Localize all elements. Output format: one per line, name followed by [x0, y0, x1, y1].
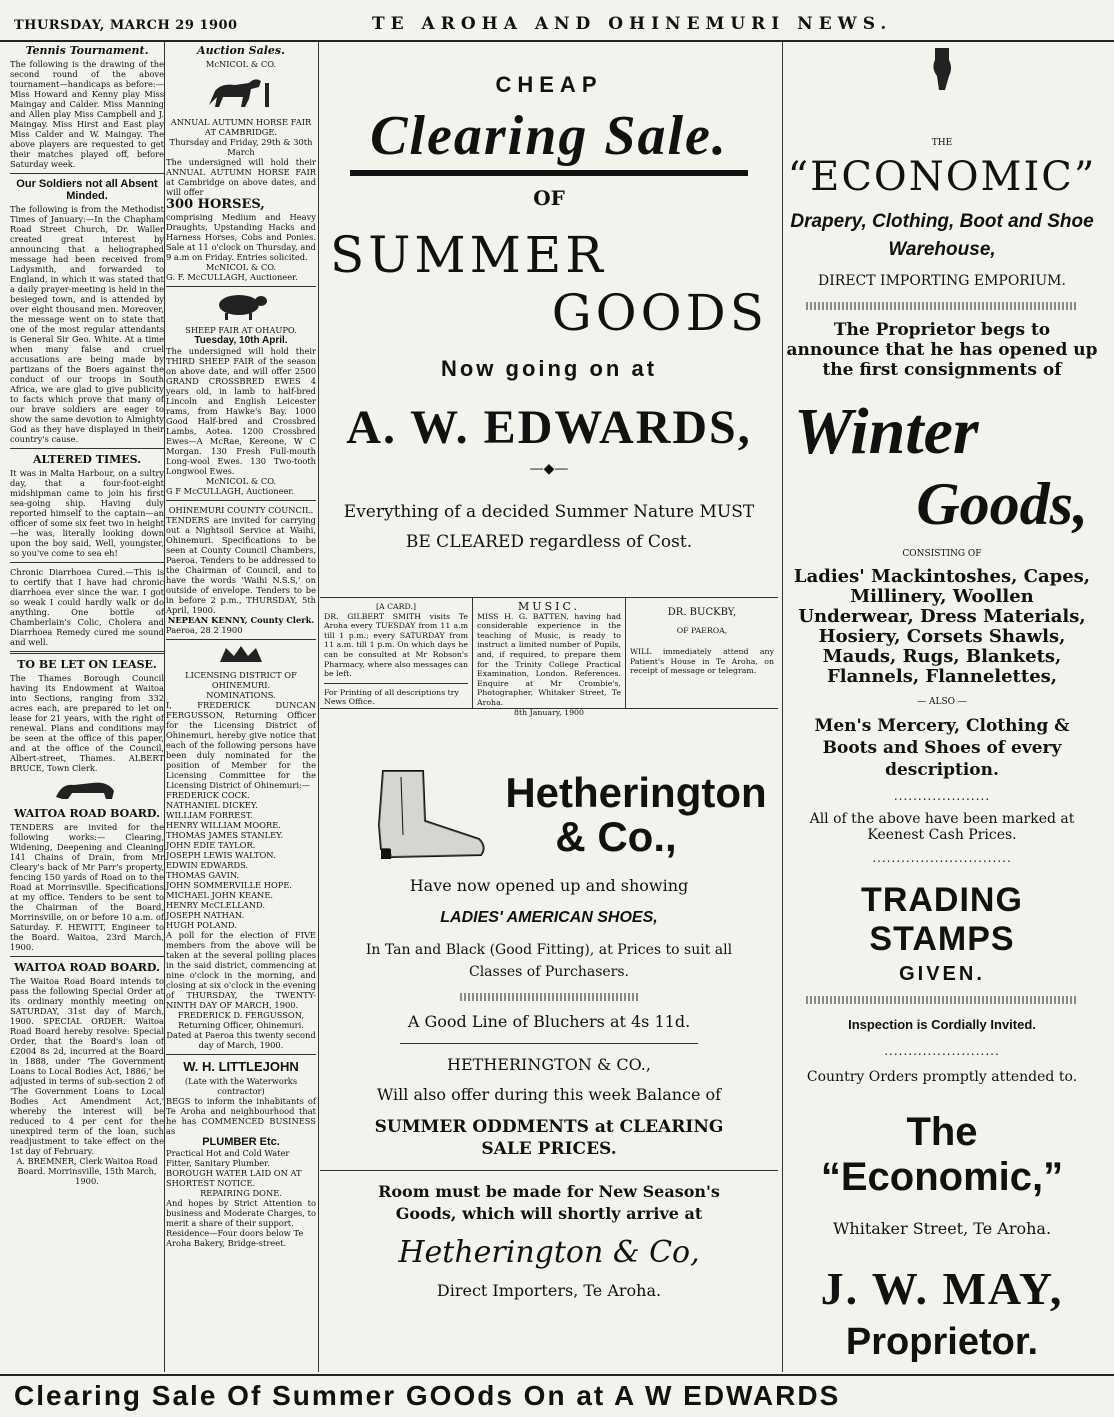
mcnicol-sign-1: McNICOL & CO.	[205, 262, 277, 272]
let-lease-body: The Thames Borough Council having its Endowment at Waitoa into Sections, ranging from 332 acres each, are prepared to let on lease for 21 years, with the right of renewal. Plans and conditions may be seen at the office of this paper, and at the office of the Council, Albert-street, Thames. ALBERT BRUCE, Town Clerk.	[10, 673, 164, 773]
cattle-illustration	[52, 777, 122, 803]
consisting-text: CONSISTING OF	[902, 549, 982, 559]
divider	[350, 170, 748, 176]
sheep-fair-date: Tuesday, 10th April.	[194, 335, 288, 346]
hand-illustration	[927, 46, 957, 94]
crest-illustration	[216, 644, 266, 666]
divider	[10, 651, 164, 654]
cheap-heading: CHEAP	[495, 72, 603, 97]
summer-nature-line-2: BE CLEARED regardless of Cost.	[405, 532, 693, 552]
mcnicol-sign-2: McNICOL & CO.	[205, 476, 277, 486]
printing-note: For Printing of all descriptions try News Office.	[324, 687, 459, 707]
also-text: — ALSO —	[917, 697, 967, 707]
divider	[10, 562, 164, 563]
clearing-sale-heading: Clearing Sale.	[370, 105, 728, 167]
economic-heading: “ECONOMIC”	[787, 154, 1097, 200]
nominee: THOMAS JAMES STANLEY.	[166, 830, 284, 840]
licensing-body: I, FREDERICK DUNCAN FERGUSSON, Returning Officer for the Licensing District of Ohinemuri, hereby give notice that each of the following persons have been duly nominated for the position of Member for the Licensing Committee for the Licensing District of Ohinemuri:—	[166, 700, 316, 790]
nominee: WILLIAM FORREST.	[166, 810, 253, 820]
column-rule	[782, 42, 783, 1372]
plumber-heading: PLUMBER Etc.	[202, 1136, 280, 1148]
divider	[166, 1054, 316, 1055]
littlejohn-heading: W. H. LITTLEJOHN	[183, 1059, 299, 1074]
nominee: MICHAEL JOHN KEANE.	[166, 890, 274, 900]
nominee: EDWIN EDWARDS.	[166, 860, 249, 870]
ornament: —◆—	[529, 461, 569, 477]
boot-illustration	[331, 765, 491, 865]
buckby-heading: DR. BUCKBY,	[667, 607, 737, 618]
of-text: OF	[533, 186, 565, 210]
will-also-text: Will also offer during this week Balance of	[376, 1085, 722, 1104]
tennis-body: The following is the drawing of the second round of the above tournament—handicaps as before:— Miss Howard and Kenny play Miss Maingay and Calder. Miss Manning and Allen play Miss Campbell and J. Maingay. Miss Hirst and East play Miss Calder and W. Maingay. The above players are requested to get their matches played off, before Saturday week.	[10, 59, 164, 169]
music-heading: MUSIC.	[518, 600, 580, 613]
card-tag: [A CARD.]	[375, 602, 417, 611]
nominee: JOSEPH NATHAN.	[166, 910, 245, 920]
waitoa-board-heading-1: WAITOA ROAD BOARD.	[14, 807, 160, 820]
let-lease-heading: TO BE LET ON LEASE.	[17, 658, 157, 671]
soldiers-body: The following is from the Methodist Times of January:—In the Chapham Road Street Church, Dr. Waller created great interest by announcing that a heliographed message had been received from Ladysmith, and forwarded to England, in which it was stated that a daily prayer-meeting is held in the besieged town, and is attended by over eight thousand men. Moreover, the message went on to state that one of the most regular attendants is General Sir Geo. White. At a time when many false and cruel accusations are being made by partizans of the Boers against the conduct of our troops in South Africa, we are glad to give publicity to facts which prove that many of our brave soldiers are eager to show the same devotion to Almighty God as they have displayed in their country's cause.	[10, 204, 164, 444]
hetherington-name	[505, 771, 766, 859]
autumn-fair-body: The undersigned will hold their ANNUAL AUTUMN HORSE FAIR at Cambridge on above dates, and will offer	[166, 157, 316, 197]
notice-boxes	[320, 597, 778, 717]
nominee: THOMAS GAVIN.	[166, 870, 240, 880]
summer-oddments: SUMMER ODDMENTS at CLEARING SALE PRICES.	[374, 1117, 724, 1159]
dots: ....................	[893, 789, 991, 803]
hetherington-co-text: HETHERINGTON & CO.,	[447, 1055, 651, 1074]
winter-heading: Winter	[794, 395, 979, 468]
nominee: HENRY WILLIAM MOORE.	[166, 820, 281, 830]
room-text: Room must be made for New Season's Goods, which will shortly arrive at	[378, 1182, 720, 1223]
sheep-fair-body: The undersigned will hold their THIRD SHEEP FAIR of the season on above date, and will offer 2500 GRAND CROSSBRED EWES 4 years old, in lamb to half-bred Lincoln and English Leicester rams, from Hawke's Bay. 1000 Good Half-bred and Crossbred Lambs, Aotea. 1200 Crossbred Ewes—A McRae, Kereone, W C Morgan. 130 Fresh Full-mouth Long-wool Ewes. 130 Two-tooth Longwool Ewes.	[166, 346, 316, 476]
residence: Residence—Four doors below Te Aroha Bakery, Bridge-street.	[166, 1228, 304, 1248]
the-text: THE	[931, 138, 953, 148]
country-orders: Country Orders promptly attended to.	[806, 1069, 1078, 1085]
edwards-heading: A. W. EDWARDS,	[346, 401, 752, 454]
divider	[10, 448, 164, 449]
buckby-body: WILL immediately attend any Patient's House in Te Aroha, on receipt of message or telegram.	[630, 647, 774, 676]
council-signature: NEPEAN KENNY, County Clerk.	[167, 615, 315, 625]
council-date: Paeroa, 28 2 1900	[166, 625, 243, 635]
summer-nature-text	[320, 497, 778, 557]
poll-signature: FREDERICK D. FERGUSSON, Returning Officer, Ohinemuri. Dated at Paeroa this twenty second day of March, 1900.	[166, 1010, 316, 1050]
waitoa-board-body-1: TENDERS are invited for the following works:— Clearing, Widening, Deepening and Cleaning 141 Chains of Drain, from Mr Cleary's back of Mr Parr's property, fencing 150 yards of Road on to the Road at Morrinsville. Specifications at my office. Tenders to be sent to the Chairman of the Board, Morrinsville, on or before 10 a.m. of Saturday. F. HEWITT, Engineer to the Board. Waitoa, 23rd March, 1900.	[10, 822, 164, 952]
opened-text: Have now opened up and showing	[409, 876, 689, 895]
nominee: JOHN SOMMERVILLE HOPE.	[166, 880, 293, 890]
proprietor-heading: Proprietor.	[845, 1321, 1039, 1363]
council-body: TENDERS are invited for carrying out a Nightsoil Service at Waihi, Ohinemuri. Specifications to be seen at County Council Chambers, Paeroa. Tenders to be addressed to the Chairman of Council, and to have the words 'Waihi N.S.S,' on outside of envelope. Tenders to be in before 2 p.m., THURSDAY, 5th April, 1900.	[166, 515, 316, 615]
goods-heading: GOODS	[551, 284, 768, 342]
waitoa-board-heading-2: WAITOA ROAD BOARD.	[14, 961, 160, 974]
auction-firm: McNICOL & CO.	[205, 59, 277, 69]
nominee: FREDERICK COCK.	[166, 790, 250, 800]
column-4	[786, 42, 1098, 1374]
masthead-date: THURSDAY, MARCH 29 1900	[14, 18, 238, 33]
nominee: JOSEPH LEWIS WALTON.	[166, 850, 276, 860]
goods-heading-2: Goods,	[916, 471, 1088, 537]
nominee: HENRY McCLELLAND.	[166, 900, 265, 910]
nominee: HUGH POLAND.	[166, 920, 237, 930]
divider	[10, 956, 164, 957]
dots: .............................	[872, 851, 1012, 865]
waitoa-board-body-2: The Waitoa Road Board intends to pass the following Special Order at its ordinary monthly meeting on SATURDAY, 31st day of March, 1900. SPECIAL ORDER. Waitoa Road Board hereby resolve: Special Order, that the Board's loan of £2004 8s 2d, incurred at the Board in 1888, under 'The Government Loans to Local Bodies Act, 1886,' be adjusted in terms of sub-section 2 of 'The Government Loans to Local Bodies Act Amendment Act,' whereby the interest will be reduced to 4 per cent for the unexpired term of the loan, such readjustment to take effect on the 1st day of February.	[10, 976, 164, 1156]
sheep-illustration	[211, 291, 271, 321]
autumn-fair-count: 300 HORSES,	[166, 197, 265, 212]
divider	[324, 683, 468, 684]
divider	[166, 286, 316, 287]
waitoa-board-signature: A. BREMNER, Clerk Waitoa Road Board. Morrinsville, 15th March, 1900.	[16, 1156, 158, 1186]
tan-black-text: In Tan and Black (Good Fitting), at Prices to suit all Classes of Purchasers.	[365, 942, 733, 980]
hetherington-title: Hetherington	[505, 769, 767, 816]
music-notice	[473, 598, 626, 717]
column-3	[320, 42, 778, 1374]
sheep-fair-title: SHEEP FAIR AT OHAUPO.	[185, 325, 297, 335]
altered-times-body: It was in Malta Harbour, on a sultry day, that a four-foot-eight midshipman came to join his first sea-going ship. Having duly reported himself to the captain—an officer of some six feet two in height—he was, literally looking down upon the boy said, Well, youngster, so you've come to sea eh!	[10, 468, 164, 558]
all-above: All of the above have been marked at Keenest Cash Prices.	[809, 811, 1075, 843]
auction-heading: Auction Sales.	[197, 44, 285, 57]
footer-text: Clearing Sale Of Summer GOOds On at A W EDWARDS	[14, 1380, 841, 1411]
littlejohn-body-3: And hopes by Strict Attention to business and Moderate Charges, to merit a share of their support.	[166, 1198, 316, 1228]
importers-text: Direct Importers, Te Aroha.	[436, 1281, 662, 1300]
buckby-notice	[626, 598, 778, 708]
soldiers-heading: Our Soldiers not all Absent Minded.	[16, 178, 158, 202]
nominations-heading: NOMINATIONS.	[206, 690, 276, 700]
ladies-shoes: LADIES' AMERICAN SHOES,	[440, 909, 658, 926]
poll-body: A poll for the election of FIVE members from the above will be taken at the several polling places in the said district, commencing at nine o'clock in the morning, and closing at six o'clock in the evening of THURSDAY, the TWENTY-NINTH DAY OF MARCH, 1900.	[166, 930, 316, 1010]
masthead-title: TE AROHA AND OHINEMURI NEWS.	[372, 14, 893, 34]
masthead	[0, 0, 1114, 42]
littlejohn-sub: (Late with the Waterworks contractor)	[184, 1076, 298, 1096]
divider	[806, 302, 1078, 310]
mens-mercery: Men's Mercery, Clothing & Boots and Shoes of every description.	[814, 716, 1070, 780]
inspection-text: Inspection is Cordially Invited.	[848, 1017, 1036, 1032]
nominee: JOHN EDIE TAYLOR.	[166, 840, 256, 850]
nominee-list	[166, 790, 316, 930]
licensing-heading: LICENSING DISTRICT OF OHINEMURI.	[185, 670, 297, 690]
council-heading: OHINEMURI COUNTY COUNCIL.	[168, 505, 314, 515]
card-body: DR. GILBERT SMITH visits Te Aroha every TUESDAY from 11 a.m till 1 p.m.; every SATURDAY from 11 a.m. till 1 p.m. On which days he can be consulted at Mr Robson's Pharmacy, where also messages can be left.	[324, 611, 468, 679]
whitaker-street: Whitaker Street, Te Aroha.	[832, 1219, 1052, 1238]
littlejohn-body: BEGS to inform the inhabitants of Te Aroha and neighbourhood that he has COMMENCED BUSINESS as	[166, 1096, 316, 1136]
summer-heading: SUMMER	[330, 226, 607, 284]
music-body: MISS H. G. BATTEN, having had considerable experience in the teaching of Music, is ready to instruct a limited number of Pupils, and, if required, to prepare them for the Trinity College Practical Examination, London. References. Enquire at Mr Crombie's, Photographer, Whitaker Street, Te Aroha.	[477, 611, 621, 707]
autumn-fair-title: ANNUAL AUTUMN HORSE FAIR AT CAMBRIDGE.	[170, 117, 312, 137]
given-text: GIVEN.	[899, 963, 985, 985]
nominee: NATHANIEL DICKEY.	[166, 800, 258, 810]
column-1	[10, 42, 164, 1374]
column-rule	[164, 42, 165, 1372]
altered-times-heading: ALTERED TIMES.	[32, 453, 142, 466]
dots: ........................	[884, 1044, 1000, 1058]
divider	[166, 500, 316, 501]
proprietor-announce: The Proprietor begs to announce that he has opened up the first consignments of	[786, 320, 1098, 380]
divider	[400, 1043, 698, 1044]
repairing: REPAIRING DONE.	[200, 1188, 282, 1198]
divider	[460, 993, 638, 1001]
auctioneer-2: G F McCULLAGH, Auctioneer.	[166, 486, 295, 496]
summer-nature-line-1: Everything of a decided Summer Nature MUST	[343, 502, 755, 522]
hetherington-script: Hetherington & Co,	[398, 1235, 700, 1270]
divider	[806, 996, 1078, 1004]
hetherington-co: & Co.,	[555, 813, 677, 860]
footer-banner	[0, 1374, 1114, 1416]
column-2	[166, 42, 316, 1374]
divider	[166, 639, 316, 640]
column-rule	[318, 42, 319, 1372]
tennis-heading: Tennis Tournament.	[25, 44, 149, 57]
horse-illustration	[201, 73, 281, 113]
divider	[320, 1170, 778, 1171]
direct-importing: DIRECT IMPORTING EMPORIUM.	[818, 273, 1066, 289]
trading-stamps: TRADING STAMPS	[861, 881, 1023, 958]
littlejohn-body-2: Practical Hot and Cold Water Fitter, Sanitary Plumber.	[166, 1148, 290, 1168]
borough-water: BOROUGH WATER LAID ON AT SHORTEST NOTICE.	[166, 1168, 302, 1188]
economic-heading-2: The “Economic,”	[820, 1110, 1064, 1199]
bluchers-text: A Good Line of Bluchers at 4s 11d.	[407, 1012, 691, 1031]
auctioneer-1: G. F. McCULLAGH, Auctioneer.	[166, 272, 298, 282]
jw-may: J. W. MAY,	[820, 1263, 1064, 1314]
items-list: Ladies' Mackintoshes, Capes, Millinery, Woollen Underwear, Dress Materials, Hosiery, Corsets Shawls, Mauds, Rugs, Blankets, Flannels, Flannelettes,	[793, 566, 1091, 687]
now-going-heading: Now going on at	[440, 356, 658, 381]
autumn-fair-body-2: comprising Medium and Heavy Draughts, Upstanding Hacks and Harness Horses, Cobs and Ponies. Sale at 11 o'clock on Thursday, and 9 a.m on Friday. Entries solicited.	[166, 212, 316, 262]
diarrhoea-body: Chronic Diarrhoea Cured.—This is to certify that I have had chronic diarrhoea ever since the war. I got so weak I could hardly walk or do anything. One bottle of Chamberlain's Colic, Cholera and Diarrhoea Remedy cured me sound and well.	[10, 567, 164, 647]
drapery-text: Drapery, Clothing, Boot and Shoe Warehouse,	[790, 211, 1094, 260]
music-date: 8th January, 1900	[514, 707, 584, 717]
autumn-fair-dates: Thursday and Friday, 29th & 30th March	[169, 137, 313, 157]
buckby-sub: OF PAEROA,	[676, 625, 728, 635]
divider	[10, 173, 164, 174]
hetherington-header	[320, 765, 778, 865]
card-notice	[320, 598, 473, 708]
